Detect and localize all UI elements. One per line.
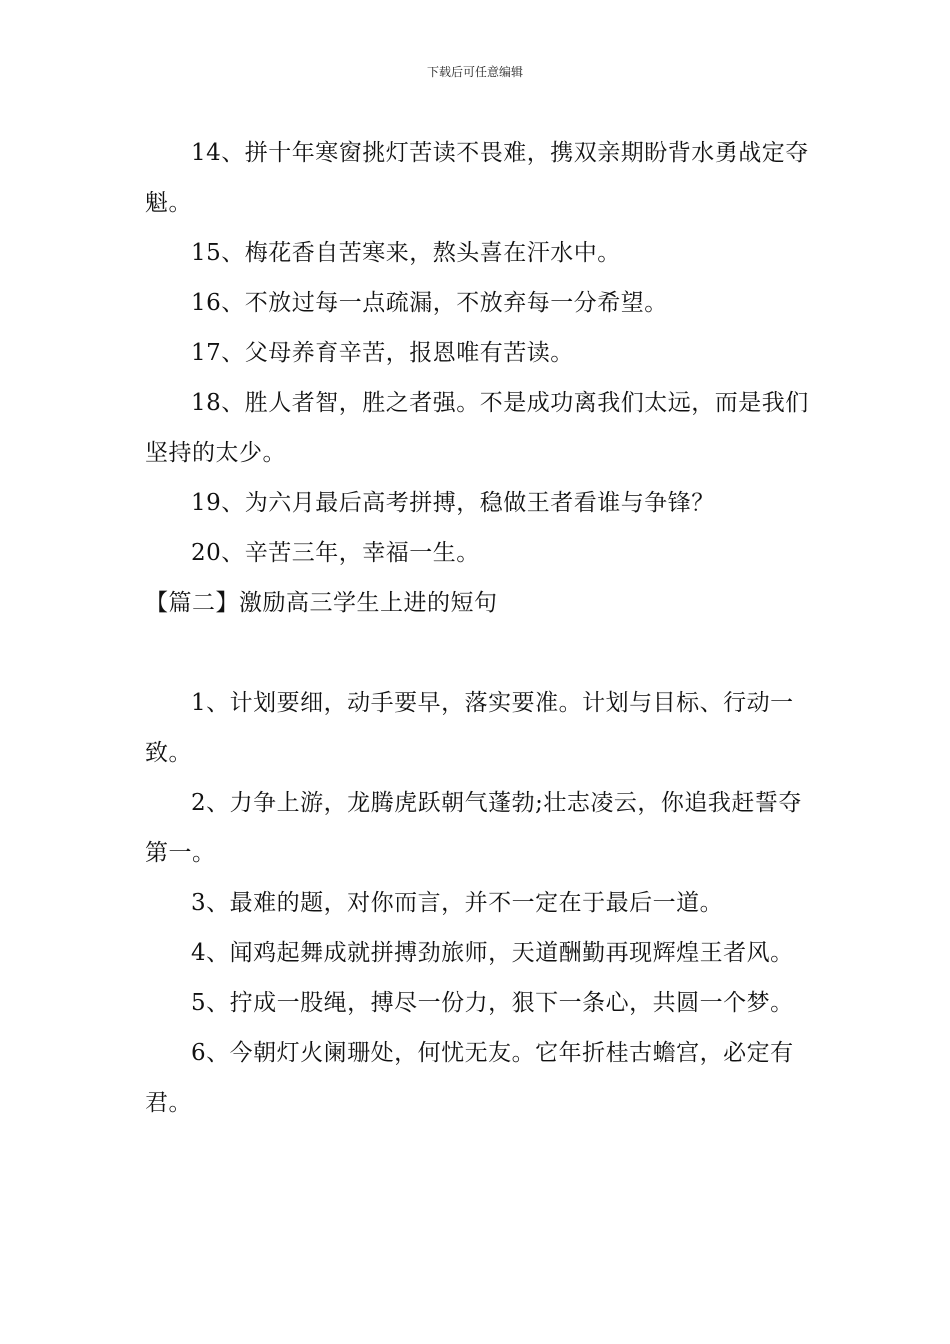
list-item: 19、为六月最后高考拼搏，稳做王者看谁与争锋？ bbox=[191, 490, 715, 516]
list-item: 4、闻鸡起舞成就拼搏劲旅师，天道酬勤再现辉煌王者风。 bbox=[191, 940, 794, 966]
section-heading: 【篇二】激励高三学生上进的短句 bbox=[145, 590, 498, 616]
document-body bbox=[145, 128, 810, 1128]
list-item: 16、不放过每一点疏漏，不放弃每一分希望。 bbox=[191, 290, 668, 316]
list-item: 20、辛苦三年，幸福一生。 bbox=[191, 540, 480, 566]
page-header-note: 下载后可任意编辑 bbox=[426, 65, 523, 79]
list-item: 18、胜人者智，胜之者强。不是成功离我们太远，而是我们坚持的太少。 bbox=[145, 390, 809, 466]
list-item: 14、拼十年寒窗挑灯苦读不畏难，携双亲期盼背水勇战定夺魁。 bbox=[145, 140, 809, 216]
list-item: 6、今朝灯火阑珊处，何忧无友。它年折桂古蟾宫，必定有君。 bbox=[145, 1040, 794, 1116]
list-item: 3、最难的题，对你而言，并不一定在于最后一道。 bbox=[191, 890, 724, 916]
list-item: 1、计划要细，动手要早，落实要准。计划与目标、行动一致。 bbox=[145, 690, 794, 766]
list-item: 2、力争上游，龙腾虎跃朝气蓬勃;壮志凌云，你追我赶誓夺第一。 bbox=[145, 790, 802, 866]
list-item: 17、父母养育辛苦，报恩唯有苦读。 bbox=[191, 340, 574, 366]
list-item: 15、梅花香自苦寒来，熬头喜在汗水中。 bbox=[191, 240, 621, 266]
blank-line bbox=[145, 628, 810, 678]
list-item: 5、拧成一股绳，搏尽一份力，狠下一条心，共圆一个梦。 bbox=[191, 990, 794, 1016]
